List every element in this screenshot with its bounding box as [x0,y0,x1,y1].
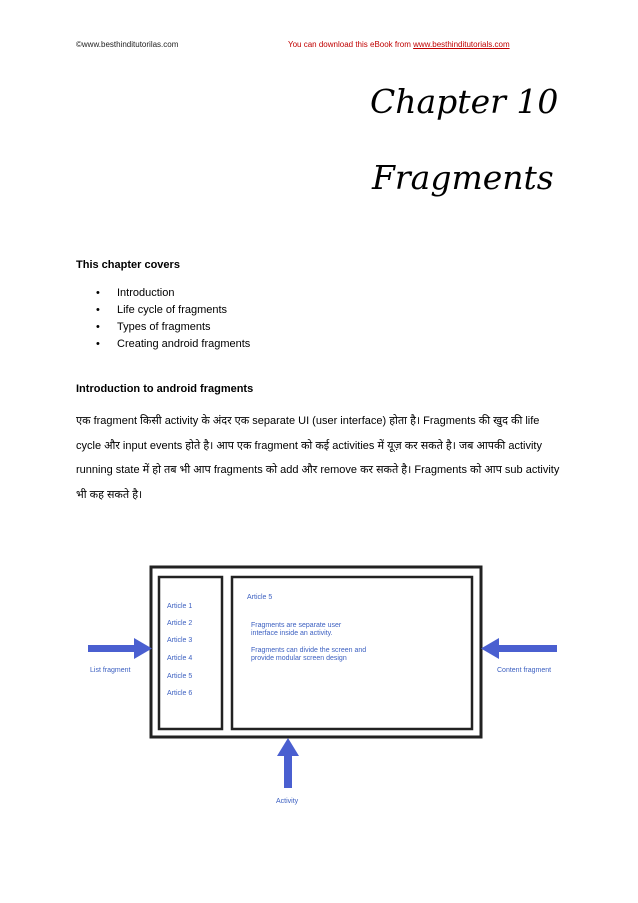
chapter-number: Chapter 10 [370,82,559,121]
article-label: Article 3 [167,637,193,644]
article-label: Article 2 [167,620,193,627]
content-text: Fragments can divide the screen and [251,647,367,654]
fragments-diagram [88,555,568,820]
list-item: • Creating android fragments [96,336,250,353]
list-fragment-label: List fragment [90,667,131,674]
intro-heading: Introduction to android fragments [76,383,254,395]
list-item: • Introduction [96,285,250,302]
header-download-text: You can download this eBook from [288,40,414,49]
intro-paragraph: एक fragment किसी activity के अंदर एक separate UI (user interface) होता है। Fragments की खुद की life cycle और input events होते है। आप एक fragment को कई activities में यूज़ कर सकते है। जब आपकी activity running state में हो तब भी आप fragments को add और remove कर सकते है। Fragments को आप sub activity भी कह सकते है। [76,415,560,501]
list-item: • Life cycle of fragments [96,302,250,319]
header-download-note [288,40,510,49]
list-fragment-arrow [88,638,152,659]
list-item: • Types of fragments [96,319,250,336]
content-text: interface inside an activity. [251,630,333,637]
covers-list [96,285,250,353]
header-site-name: ©www.besthinditutorilas.com [76,40,179,49]
content-fragment-label: Content fragment [497,667,552,674]
activity-label: Activity [276,798,299,805]
chapter-title: Fragments [372,158,554,197]
article-label: Article 6 [167,690,193,697]
covers-heading: This chapter covers [76,259,180,271]
article-label: Article 5 [167,673,193,680]
content-text: provide modular screen design [251,655,347,662]
list-fragment-box [159,577,222,729]
article-label: Article 4 [167,655,193,662]
content-title: Article 5 [247,594,273,601]
content-text: Fragments are separate user [251,622,342,629]
header-download-link[interactable]: www.besthinditutorials.com [413,40,510,49]
activity-arrow [277,738,299,788]
article-label: Article 1 [167,603,193,610]
content-fragment-arrow [481,638,557,659]
